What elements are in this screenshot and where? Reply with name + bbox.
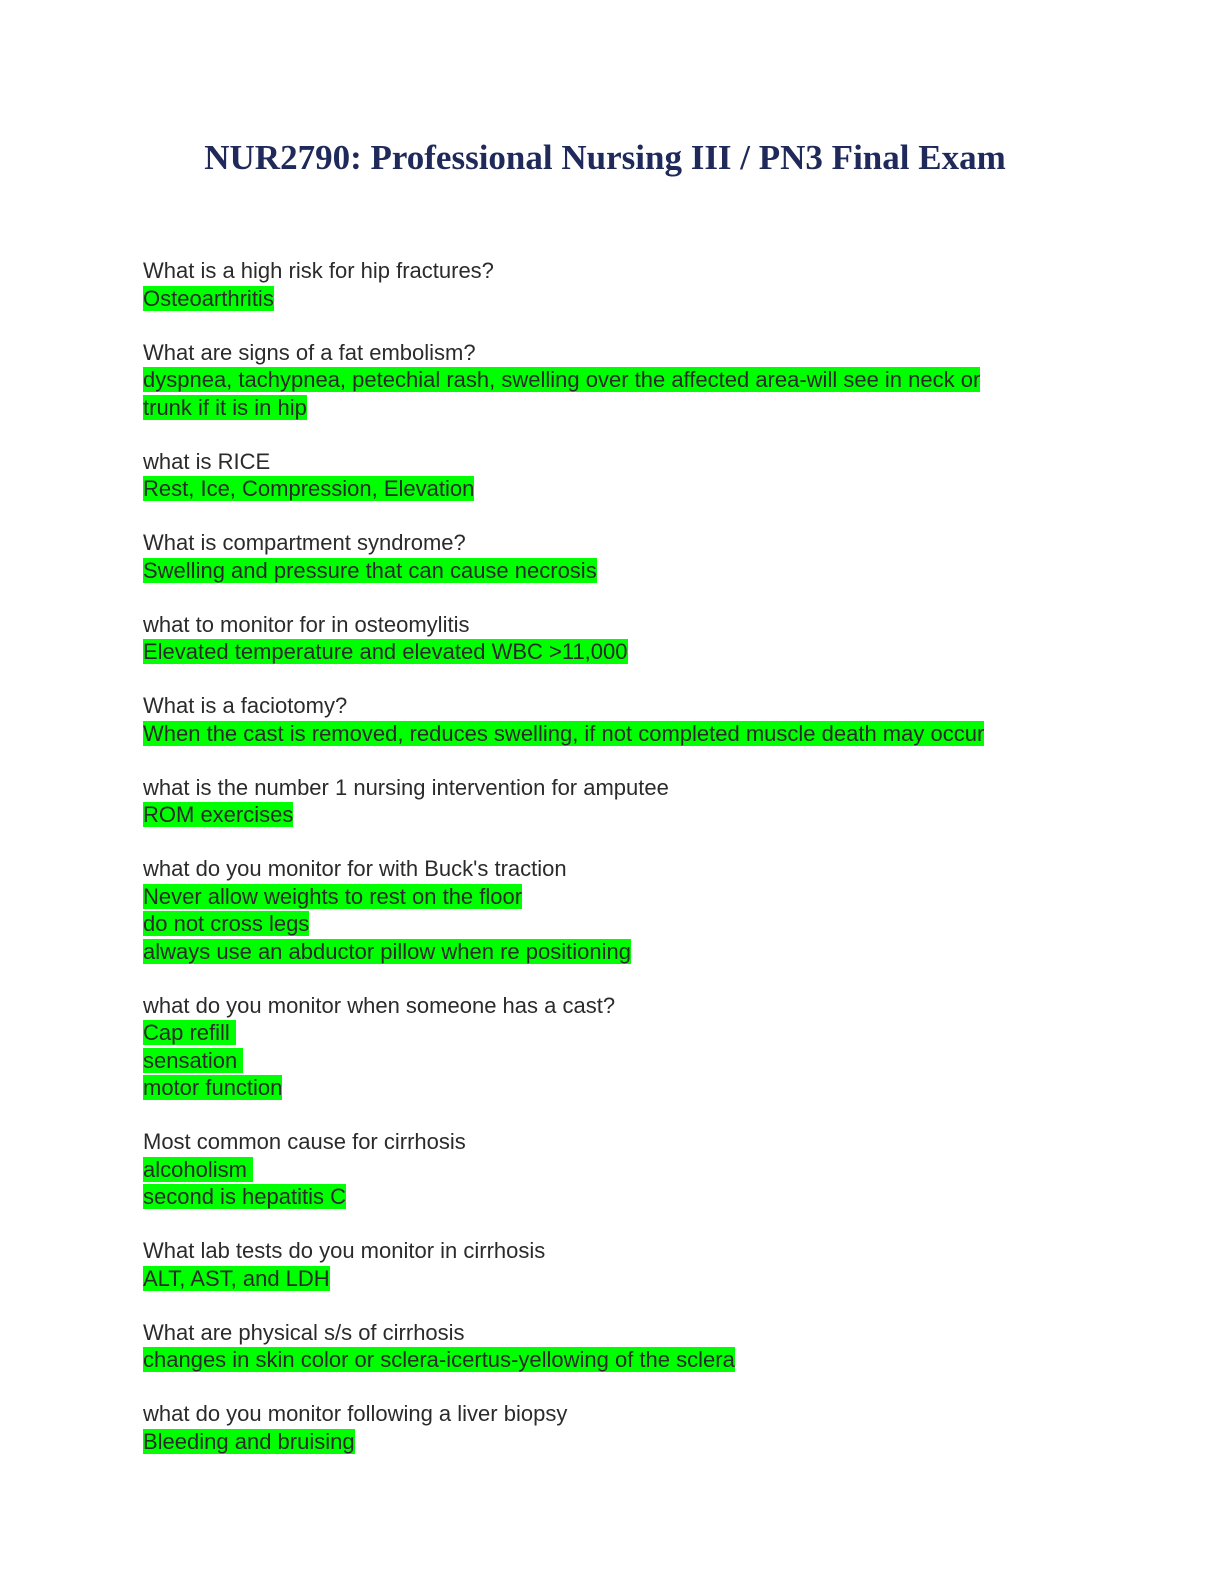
answer-block [143,801,1083,829]
qa-item [143,1400,1083,1455]
qa-item [143,774,1083,829]
highlighted-answer: motor function [143,1075,283,1100]
qa-item [143,692,1083,747]
answer-block [143,638,1083,666]
answer-block [143,557,1083,585]
question-text: What is compartment syndrome? [143,530,466,555]
highlighted-answer: Bleeding and bruising [143,1428,355,1454]
question-text: what is the number 1 nursing intervention for amputee [143,774,669,800]
qa-item [143,448,1083,503]
highlighted-answer: changes in skin color or sclera-icertus-yellowing of the sclera [143,1347,735,1372]
document-title: NUR2790: Professional Nursing III / PN3 Final Exam [204,138,1006,177]
question-text: what to monitor for in osteomylitis [143,611,470,637]
highlighted-answer: Osteoarthritis [143,285,274,311]
qa-item [143,992,1083,1102]
highlighted-answer: trunk if it is in hip [143,394,307,420]
answer-block [143,1428,1083,1456]
highlighted-answer: always use an abductor pillow when re positioning [143,938,631,964]
highlighted-answer: Elevated temperature and elevated WBC >11,000 [143,639,628,664]
answer-block [143,366,1083,421]
highlighted-answer: dyspnea, tachypnea, petechial rash, swelling over the affected area-will see in neck or [143,367,981,392]
highlighted-answer: When the cast is removed, reduces swelling, if not completed muscle death may occur [143,720,985,746]
qa-item [143,257,1083,312]
question-text: Most common cause for cirrhosis [143,1129,466,1154]
highlighted-answer: ROM exercises [143,802,294,827]
qa-item [143,1128,1083,1211]
qa-item [143,529,1083,584]
answer-block [143,285,1083,313]
question-text: what do you monitor following a liver biopsy [143,1401,568,1426]
answer-block [143,720,1083,748]
highlighted-answer: Cap refill [143,1020,236,1045]
qa-item [143,611,1083,666]
question-text: What are physical s/s of cirrhosis [143,1319,465,1345]
question-text: What is a faciotomy? [143,693,348,718]
qa-item [143,1319,1083,1374]
qa-list [143,257,1083,1482]
question-text: what do you monitor when someone has a cast? [143,992,616,1018]
qa-item [143,339,1083,422]
highlighted-answer: sensation [143,1047,244,1073]
answer-block [143,1019,1083,1102]
qa-item [143,855,1083,965]
answer-block [143,1265,1083,1293]
answer-block [143,475,1083,503]
answer-block [143,1156,1083,1211]
answer-block [143,1346,1083,1374]
highlighted-answer: alcoholism [143,1156,254,1182]
highlighted-answer: Rest, Ice, Compression, Elevation [143,476,475,501]
highlighted-answer: Never allow weights to rest on the floor [143,883,523,909]
question-text: what is RICE [143,448,271,474]
question-text: What lab tests do you monitor in cirrhosis [143,1238,546,1263]
highlighted-answer: Swelling and pressure that can cause necrosis [143,557,597,583]
question-text: what do you monitor for with Buck's traction [143,856,567,881]
question-text: What is a high risk for hip fractures? [143,258,494,283]
highlighted-answer: ALT, AST, and LDH [143,1265,330,1291]
highlighted-answer: second is hepatitis C [143,1184,346,1209]
qa-item [143,1237,1083,1292]
highlighted-answer: do not cross legs [143,911,310,936]
question-text: What are signs of a fat embolism? [143,339,476,365]
answer-block [143,883,1083,966]
